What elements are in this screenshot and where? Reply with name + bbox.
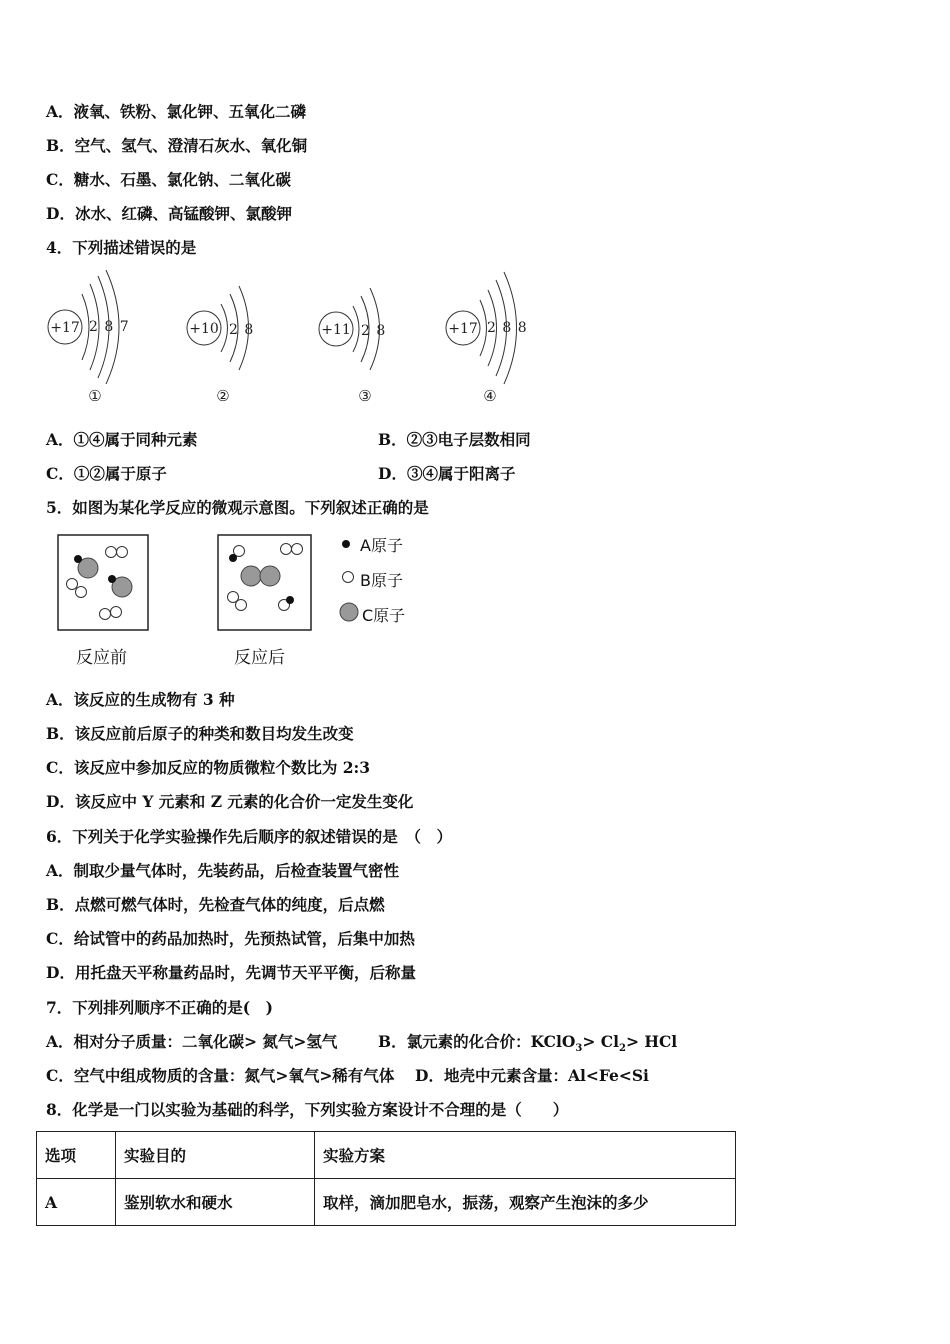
legend-c-atom-icon <box>340 603 358 621</box>
atom-1-shells: 2 8 7 <box>89 319 130 335</box>
legend-a-atom-icon <box>342 540 350 548</box>
legend-b-atom-icon <box>343 572 354 583</box>
q6-stem: 6．下列关于化学实验操作先后顺序的叙述错误的是 （ ） <box>46 827 453 846</box>
q5-stem: 5．如图为某化学反应的微观示意图。下列叙述正确的是 <box>46 498 429 517</box>
table-cell: 鉴别软水和硬水 <box>116 1179 315 1226</box>
q5-option-c: C．该反应中参加反应的物质微粒个数比为 2:3 <box>46 758 371 777</box>
q6-option-c: C．给试管中的药品加热时，先预热试管，后集中加热 <box>46 929 415 948</box>
table-header-cell: 实验目的 <box>116 1132 315 1179</box>
q5-option-b: B．该反应前后原子的种类和数目均发生改变 <box>46 724 354 743</box>
q7-option-a: A．相对分子质量：二氧化碳> 氮气>氢气 <box>46 1032 338 1051</box>
q6-option-d: D．用托盘天平称量药品时，先调节天平平衡，后称量 <box>46 963 416 982</box>
table-header-row <box>37 1132 736 1179</box>
before-box <box>58 535 148 630</box>
atom-2-label: ② <box>216 387 230 405</box>
q4-option-a: A．①④属于同种元素 <box>46 430 198 449</box>
before-label: 反应前 <box>76 648 127 668</box>
q4-option-d: D．③④属于阳离子 <box>378 464 516 483</box>
q3-option-a: A．液氧、铁粉、氯化钾、五氧化二磷 <box>46 102 307 121</box>
table-header-cell: 实验方案 <box>315 1132 736 1179</box>
q5-option-d: D．该反应中 Y 元素和 Z 元素的化合价一定发生变化 <box>46 792 414 811</box>
q7-stem: 7．下列排列顺序不正确的是( ) <box>46 998 273 1017</box>
q7-option-b: B．氯元素的化合价：KClO$_3$> $Cl_2>$ HCl <box>378 1032 678 1055</box>
atom-2-nucleus: +10 <box>189 321 219 337</box>
q6-option-b: B．点燃可燃气体时，先检查气体的纯度，后点燃 <box>46 895 385 914</box>
legend-b-label: B原子 <box>360 571 403 590</box>
after-box <box>218 535 311 630</box>
q4-option-b: B．②③电子层数相同 <box>378 430 531 449</box>
atom-1-label: ① <box>88 387 102 405</box>
q5-option-a: A．该反应的生成物有 3 种 <box>46 690 235 709</box>
table-cell: A <box>37 1179 116 1226</box>
q3-option-c: C．糖水、石墨、氯化钠、二氧化碳 <box>46 170 291 189</box>
experiment-table <box>36 1131 736 1226</box>
q4-stem: 4．下列描述错误的是 <box>46 238 197 257</box>
atom-1-nucleus: +17 <box>50 320 80 336</box>
legend <box>340 540 358 621</box>
atom-2-shells: 2 8 <box>229 322 255 338</box>
atom-3-nucleus: +11 <box>321 322 351 338</box>
table-header-cell: 选项 <box>37 1132 116 1179</box>
atom-3-label: ③ <box>358 387 372 405</box>
atom-4-label: ④ <box>483 387 497 405</box>
q3-option-d: D．冰水、红磷、高锰酸钾、氯酸钾 <box>46 204 292 223</box>
atom-4-nucleus: +17 <box>448 321 478 337</box>
q7-option-d: D．地壳中元素含量：Al<Fe<Si <box>415 1066 649 1085</box>
q4-option-c: C．①②属于原子 <box>46 464 167 483</box>
after-label: 反应后 <box>234 648 285 668</box>
atom-structure-diagrams <box>40 268 560 413</box>
legend-c-label: C原子 <box>362 606 406 625</box>
legend-a-label: A原子 <box>360 536 403 555</box>
q3-option-b: B．空气、氢气、澄清石灰水、氧化铜 <box>46 136 308 155</box>
table-row <box>37 1179 736 1226</box>
atom-4-shells: 2 8 8 <box>487 320 528 336</box>
table-cell: 取样，滴加肥皂水，振荡，观察产生泡沫的多少 <box>315 1179 736 1226</box>
q6-option-a: A．制取少量气体时，先装药品，后检查装置气密性 <box>46 861 400 880</box>
atom-3-shells: 2 8 <box>361 323 387 339</box>
q7-option-c: C．空气中组成物质的含量：氮气>氧气>稀有气体 <box>46 1066 395 1085</box>
q8-stem: 8．化学是一门以实验为基础的科学，下列实验方案设计不合理的是（ ） <box>46 1100 569 1119</box>
